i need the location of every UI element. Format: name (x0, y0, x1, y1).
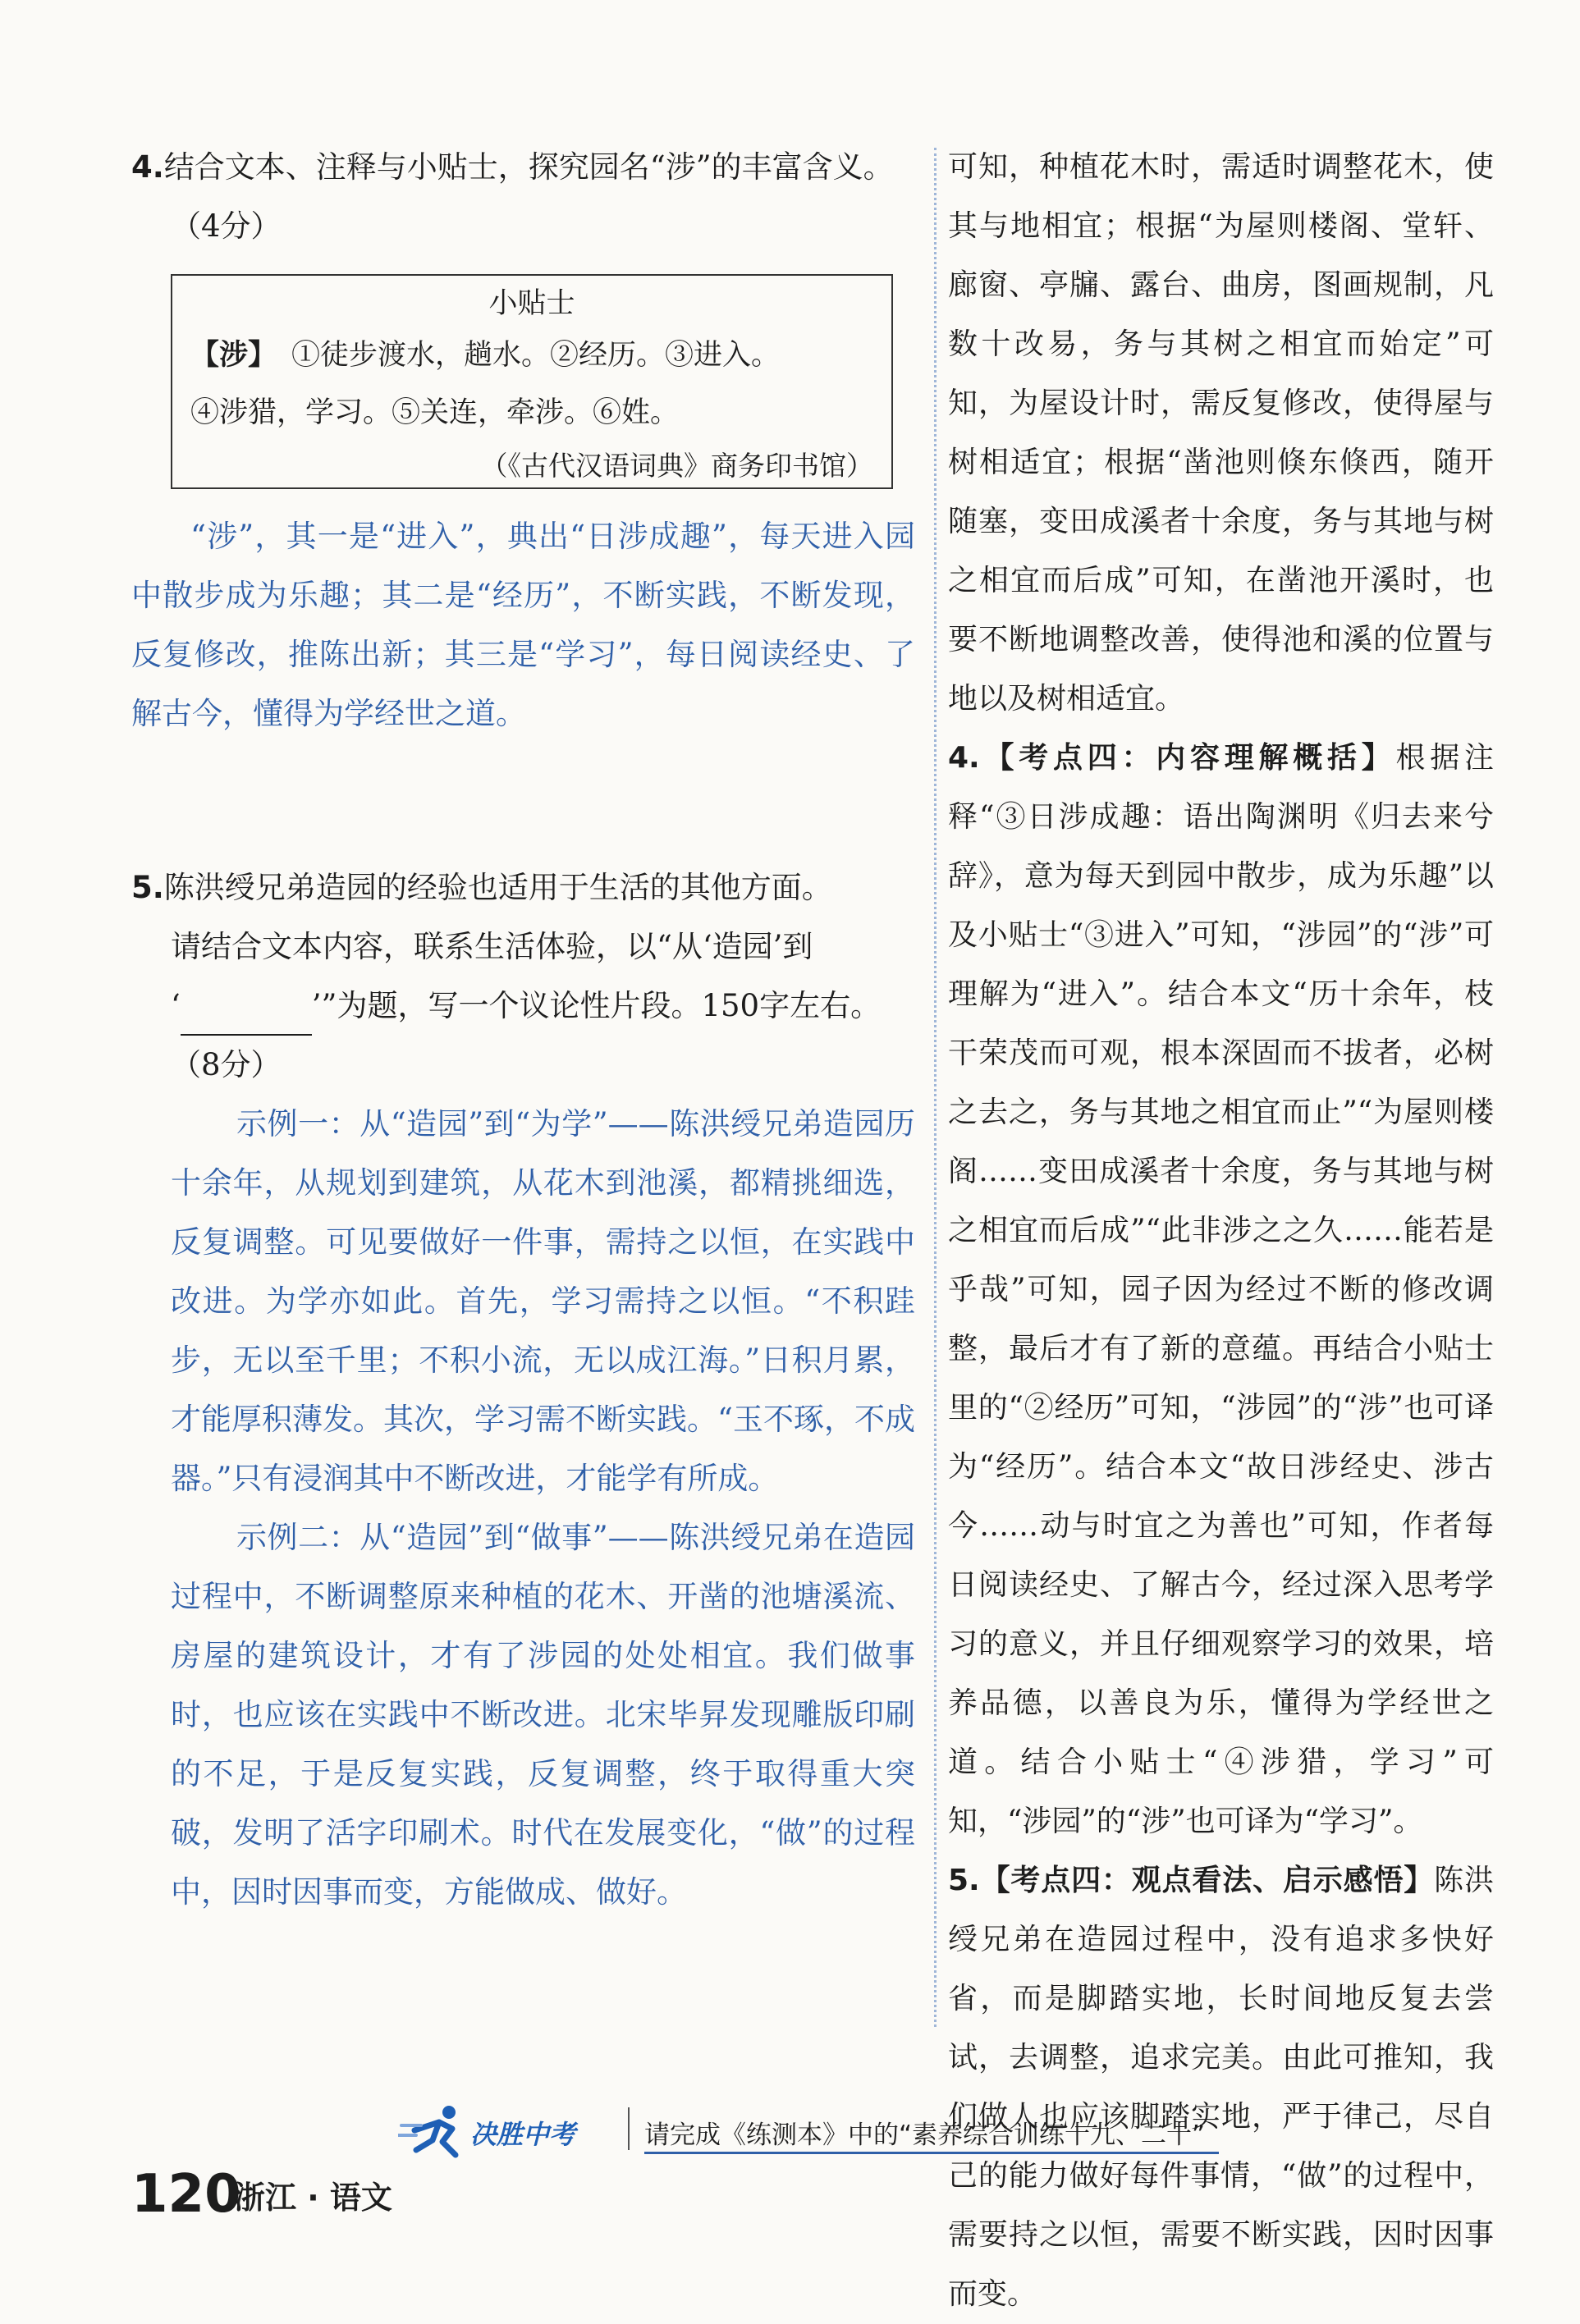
question-score: （8分） (171, 1047, 282, 1082)
banner-underline (644, 2152, 1219, 2154)
question-4 (131, 138, 915, 743)
tip-source: （《古代汉语词典》商务印书馆） (480, 450, 873, 482)
book-label: 浙江 · 语文 (234, 2180, 392, 2216)
explanation-4 (948, 729, 1494, 1851)
tip-definition-line-2: ④涉猎，学习。⑤关连，牵涉。⑥姓。 (190, 396, 680, 429)
question-prompt-part-1: 陈洪绶兄弟造园的经验也适用于生活的其他方面。 (163, 870, 832, 905)
page-number: 120 (131, 2164, 241, 2225)
question-prompt-part-3-open: ‘ (171, 988, 181, 1023)
tip-definition-line-1: ①徒步渡水，趟水。②经历。③进入。 (291, 339, 781, 372)
tip-headword: 【涉】 (190, 339, 277, 372)
answer-4: “涉”，其一是“进入”，典出“日涉成趣”，每天进入园中散步成为乐趣；其二是“经历”，不断实践，不断发现，反复修改，推陈出新；其三是“学习”，每日阅读经史、了解古今，懂得为学经世之道。 (131, 519, 915, 731)
explanation-4-text: 根据注释“③日涉成趣：语出陶渊明《归去来兮辞》，意为每天到园中散步，成为乐趣”以及小贴士“③进入”可知，“涉园”的“涉”可理解为“进入”。结合本文“历十余年，枝干荣茂而可观，根本深固而不拔者，必树之去之，务与其地之相宜而止”“为屋则楼阁……变田成溪者十余度，务与其地与树之相宜而后成”“此非涉之之久……能若是乎哉”可知，园子因为经过不断的修改调整，最后才有了新的意蕴。再结合小贴士里的“②经历”可知，“涉园”的“涉”也可译为“经历”。结合本文“故日涉经史、涉古今……动与时宜之为善也”可知，作者每日阅读经史、了解古今，经过深入思考学习的意义，并且仔细观察学习的效果，培养品德，以善良为乐，懂得为学经世之道。结合小贴士“④涉猎，学习”可知，“涉园”的“涉”也可译为“学习”。 (948, 741, 1494, 1838)
footer-banner (398, 2101, 1227, 2160)
question-number: 4. (131, 149, 164, 185)
tip-box (171, 274, 893, 489)
column-divider (934, 148, 937, 2027)
logo-text: 决胜中考 (470, 2119, 576, 2150)
question-prompt: 结合文本、注释与小贴士，探究园名“涉”的丰富含义。 (163, 149, 894, 185)
banner-separator (628, 2107, 630, 2150)
right-column (948, 138, 1494, 2324)
explanation-4-tag: 4.【考点四：内容理解概括】 (948, 741, 1396, 775)
question-score: （4分） (171, 208, 282, 244)
left-column (131, 138, 915, 1922)
answer-5-example-1: 示例一：从“造园”到“为学”——陈洪绶兄弟造园历十余年，从规划到建筑，从花木到池溪，都精挑细选，反复调整。可见要做好一件事，需持之以恒，在实践中改进。为学亦如此。首先，学习需持之以恒。“不积跬步，无以至千里；不积小流，无以成江海。”日积月累，才能厚积薄发。其次，学习需不断实践。“玉不琢，不成器。”只有浸润其中不断改进，才能学有所成。 (171, 1106, 915, 1496)
question-5 (131, 858, 915, 1922)
answer-blank (181, 1004, 312, 1036)
explanation-5-text: 陈洪绶兄弟在造园过程中，没有追求多快好省，而是脚踏实地，长时间地反复去尝试，去调整，追求完美。由此可推知，我们做人也应该脚踏实地，严于律己，尽自己的能力做好每件事情，“做”的过程中，需要持之以恒，需要不断实践，因时因事而变。 (948, 1864, 1494, 2311)
answer-5-example-2: 示例二：从“造园”到“做事”——陈洪绶兄弟在造园过程中，不断调整原来种植的花木、开凿的池塘溪流、房屋的建筑设计，才有了涉园的处处相宜。我们做事时，也应该在实践中不断改进。北宋毕昇发现雕版印刷的不足，于是反复实践，反复调整，终于取得重大突破，发明了活字印刷术。时代在发展变化，“做”的过程中，因时因事而变，方能做成、做好。 (171, 1520, 915, 1910)
banner-message: 请完成《练测本》中的“素养综合训练十九、二十” (644, 2120, 1206, 2150)
question-prompt-part-2: 请结合文本内容，联系生活体验，以“从‘造园’到 (171, 929, 813, 964)
question-prompt-part-3-close: ’”为题，写一个议论性片段。150字左右。 (311, 988, 882, 1023)
tip-title: 小贴士 (488, 287, 575, 320)
explanation-5 (948, 1851, 1494, 2324)
explanation-5-tag: 5.【考点四：观点看法、启示感悟】 (948, 1864, 1435, 1897)
question-number: 5. (131, 870, 164, 905)
explanation-continued: 可知，种植花木时，需适时调整花木，使其与地相宜；根据“为屋则楼阁、堂轩、廊窗、亭牖、露台、曲房，图画规制，凡数十改易，务与其树之相宜而始定”可知，为屋设计时，需反复修改，使得屋与树相适宜；根据“凿池则倏东倏西，随开随塞，变田成溪者十余度，务与其地与树之相宜而后成”可知，在凿池开溪时，也要不断地调整改善，使得池和溪的位置与地以及树相适宜。 (948, 150, 1494, 716)
